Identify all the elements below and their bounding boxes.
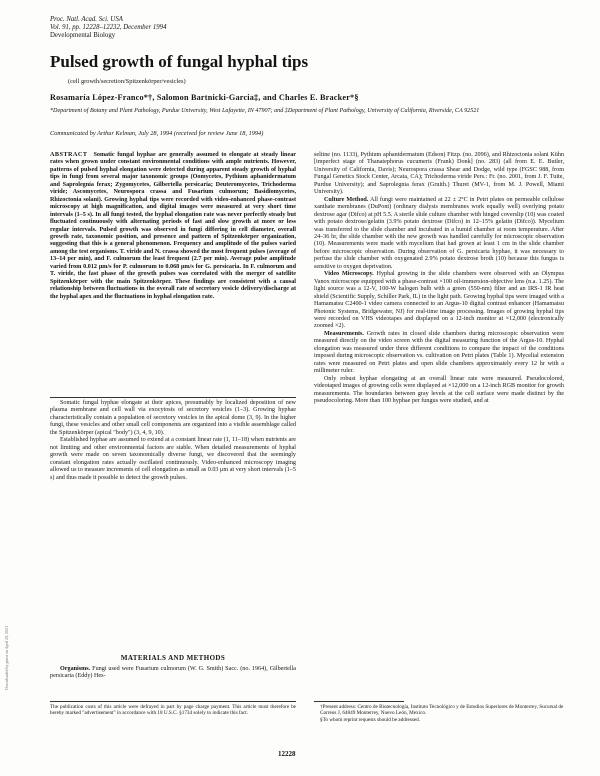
final-paragraph: Only robust hyphae elongating at an overall linear rate were measured. Pseudocolored, videotaped images of growing cells were displayed at ×12,000 on a 12-inch RGB monitor for growth measurements. The boundaries between gray levels at the cell surface were made distinct by the pseudocoloring. More than 100 hyphae per fungus were studied, and at xyxy=(314,375,564,404)
video-text: Hyphal growing in the slide chambers were observed with an Olympus Vanox microscope equipped with a phase-contrast ×100 oil-immersion-objective lens (n.a. 1.25). The light source was a 12-V, 100-W halogen bulb with a green (550-nm) filter and an IRS-1 IR heat shield (Scientific Supply, Schiller Park, IL) in the light path. Growing hyphal tips were imaged with a Hamamatsu C2400-1 video camera connected to an Argus-10 digital contrast enhancer (Hamamatsu Photonic Systems, Bridgewater, NJ) for real-time image processing. Images of growing hyphal tips were recorded on VHS videotapes and displayed on a 12-inch monitor at ×12,000 (electronically zoomed ×2). xyxy=(314,271,564,330)
organisms-paragraph xyxy=(50,666,296,681)
footnote-divider-left xyxy=(50,701,296,702)
author-list: Rosamaría López-Franco*†, Salomon Bartnicki-Garcia‡, and Charles E. Bracker*§ xyxy=(50,93,359,102)
journal-header xyxy=(50,16,166,41)
abstract-label: ABSTRACT xyxy=(50,152,88,158)
affiliations: *Department of Botany and Plant Pathology, Purdue University, West Lafayette, IN 47907; and ‡Department of Plant Pathology, University of California, Riverside, CA 92521 xyxy=(50,108,480,114)
video-label: Video Microscopy. xyxy=(324,271,374,278)
culture-label: Culture Method. xyxy=(324,196,369,203)
download-watermark: Downloaded by guest on April 29, 2021 xyxy=(4,625,9,690)
present-address-note: †Present address: Centro de Biotecnología, Instituto Tecnológico y de Estudios Superiores de Monterrey, Sucursal de Correos J, 64849 Monterrey, Nuevo León, Mexico. xyxy=(320,704,564,717)
journal-name: Proc. Natl. Acad. Sci. USA xyxy=(50,16,123,23)
organisms-label: Organisms. xyxy=(60,666,91,672)
communicated-by: Communicated by Arthur Kelman, July 28, 1994 (received for review June 18, 1994) xyxy=(50,130,264,137)
journal-volume: Vol. 91, pp. 12228–12232, December 1994 xyxy=(50,24,167,32)
organisms-text: Fungi used were Fusarium culmorum (W. G. Smith) Sacc. (no. 1964), Gilbertella persicaria (Eddy) Hes- xyxy=(50,666,296,680)
measurements-label: Measurements. xyxy=(324,330,364,337)
publication-cost-note: The publication costs of this article were defrayed in part by page charge payment. This article must therefore be hereby marked "advertisement" in accordance with 18 U.S.C. §1734 solely to indicate this fact. xyxy=(50,704,296,717)
methods-heading: MATERIALS AND METHODS xyxy=(120,654,226,662)
intro-paragraph: Established hyphae are assumed to extend at a constant linear rate (1, 11–18) when nutrients are not limiting and other environmental factors are stable. When detailed measurements of hyphal growth were made on seven taxonomically diverse fungi, we discovered that the seemingly constant elongation rates actually oscillated continuously. Video-enhanced microscopy imaging allowed us to measure increments of cell elongation as small as 0.03 μm at very short intervals (1–5 s) and thus made it possible to detect the growth pulses. xyxy=(50,437,296,481)
introduction xyxy=(50,400,296,482)
abstract-text: Somatic fungal hyphae are generally assumed to elongate at steady linear rates when grown under constant environmental conditions with ample nutrients. However, patterns of pulsed hyphal elongation were detected during apparent steady growth of hyphal tips in fungi from several major taxonomic groups (Oomycetes, Pythium aphanidermatum and Saprolegnia ferax; Zygomycetes, Gilbertella persicaria; Deuteromycetes, Trichoderma viride; Ascomycetes, Neurospora crassa and Fusarium culmorum; Basidiomycetes, Rhizoctonia solani). Growing hyphal tips were recorded with video-enhanced phase-contrast microscopy at high magnification, and digital images were measured at very short time intervals (1–5 s). In all fungi tested, the hyphal elongation rate was never perfectly steady but fluctuated continuously with alternating periods of fast and slow growth at more or less regular intervals. Pulsed growth was observed in fungi differing in cell diameter, overall growth rate, taxonomic position, and presence and pattern of Spitzenkörper organization, suggesting that this is a general phenomenon. Frequency and amplitude of the pulses varied among the test organisms. T. viride and N. crassa showed the most frequent pulses (average of 13–14 per min), and F. culmorum the least frequent (2.7 per min). Average pulse amplitude varied from 0.012 μm/s for P. culmorum to 0.068 μm/s for G. persicaria. In F. culmorum and T. viride, the fast phase of the growth pulses was correlated with the merger of satellite Spitzenkörper with the main Spitzenkörper. These findings are consistent with a causal relationship between fluctuations in the overall rate of secretory vesicle delivery/discharge at the hyphal apex and the fluctuations in hyphal elongation rate. xyxy=(50,152,296,300)
journal-section: Developmental Biology xyxy=(50,32,116,40)
abstract-divider xyxy=(50,397,296,398)
article-title: Pulsed growth of fungal hyphal tips xyxy=(50,52,309,71)
culture-text: All fungi were maintained at 22 ± 2°C in Petri plates on permeable cellulose xanthate membranes (DuPont) (ordinary dialysis membranes work equally well) overlying potato dextrose agar (Difco) at pH 5.5. A sterile slide culture chamber with hinged coverslip (10) was coated with potato dextrose/gelatin (3.9% potato dextrose (Difco) in 12–15% gelatin (Difco)). Mycelium was transferred to the slide chamber and incubated in a humid chamber at room temperature. After 24–36 hr, the slide chamber with the new growth was handled carefully for microscopic observation (10). Measurements were made with mycelium that had grown at least 1 cm in the slide chamber before microscopic observation. During observation of G. persicaria hyphae, it was necessary to perfuse the slide chamber with oxygenated 2.9% potato dextrose broth (10) because this fungus is sensitive to oxygen deprivation. xyxy=(314,196,564,270)
author-footnotes xyxy=(314,704,564,723)
organisms-continued: seltine (no. 1133), Pythium aphanidermatum (Edson) Fitzp. (no. 2096), and Rhizoctonia solani Kühn [imperfect stage of Thanatephorus cucumeris (Frank) Donk] (no. 283) (all from E. E. Butler, University of California, Davis); Neurospora crassa Shear and Dodge, wild type (FGSC 988, from Fungal Genetics Stock Center, Arcata, CA); Trichoderma viride Pers.: Fr. (no. 2001, from J. F. Tuite, Purdue University); and Saprolegnia ferax (Gruith.) Thuret (MV-1, from M. J. Powell, Miami University). xyxy=(314,152,564,196)
right-column xyxy=(314,152,564,405)
footnote-divider-right xyxy=(314,701,404,702)
page-number: 12228 xyxy=(278,750,296,758)
reprint-note: §To whom reprint requests should be addressed. xyxy=(320,716,421,723)
article-keywords: (cell growth/secretion/Spitzenkörper/vesicles) xyxy=(68,78,186,85)
abstract xyxy=(50,152,296,301)
measurements-text: Growth rates in closed slide chambers during microscopic observation were measured directly on the video screen with the digital measuring function of the Argus-10. Hyphal elongation was measured under three different conditions to compare the impact of the conditions imposed during microscopic observation vs. cultivation on Petri plates (Table 1). Mycelial extension rates were measured on Petri plates and open slide chambers approximately every 12 hr with a millimeter ruler. xyxy=(314,330,564,375)
intro-paragraph: Somatic fungal hyphae elongate at their apices, presumably by localized deposition of new plasma membrane and cell wall via exocytosis of secretory vesicles (1–3). Growing hyphae characteristically contain a population of secretory vesicles in the apical dome (3, 9). In the higher fungi, these vesicles and other small cell components are organized into a visible assemblage called the Spitzenkörper (apical "body") (3, 4, 9, 10). xyxy=(50,400,296,436)
